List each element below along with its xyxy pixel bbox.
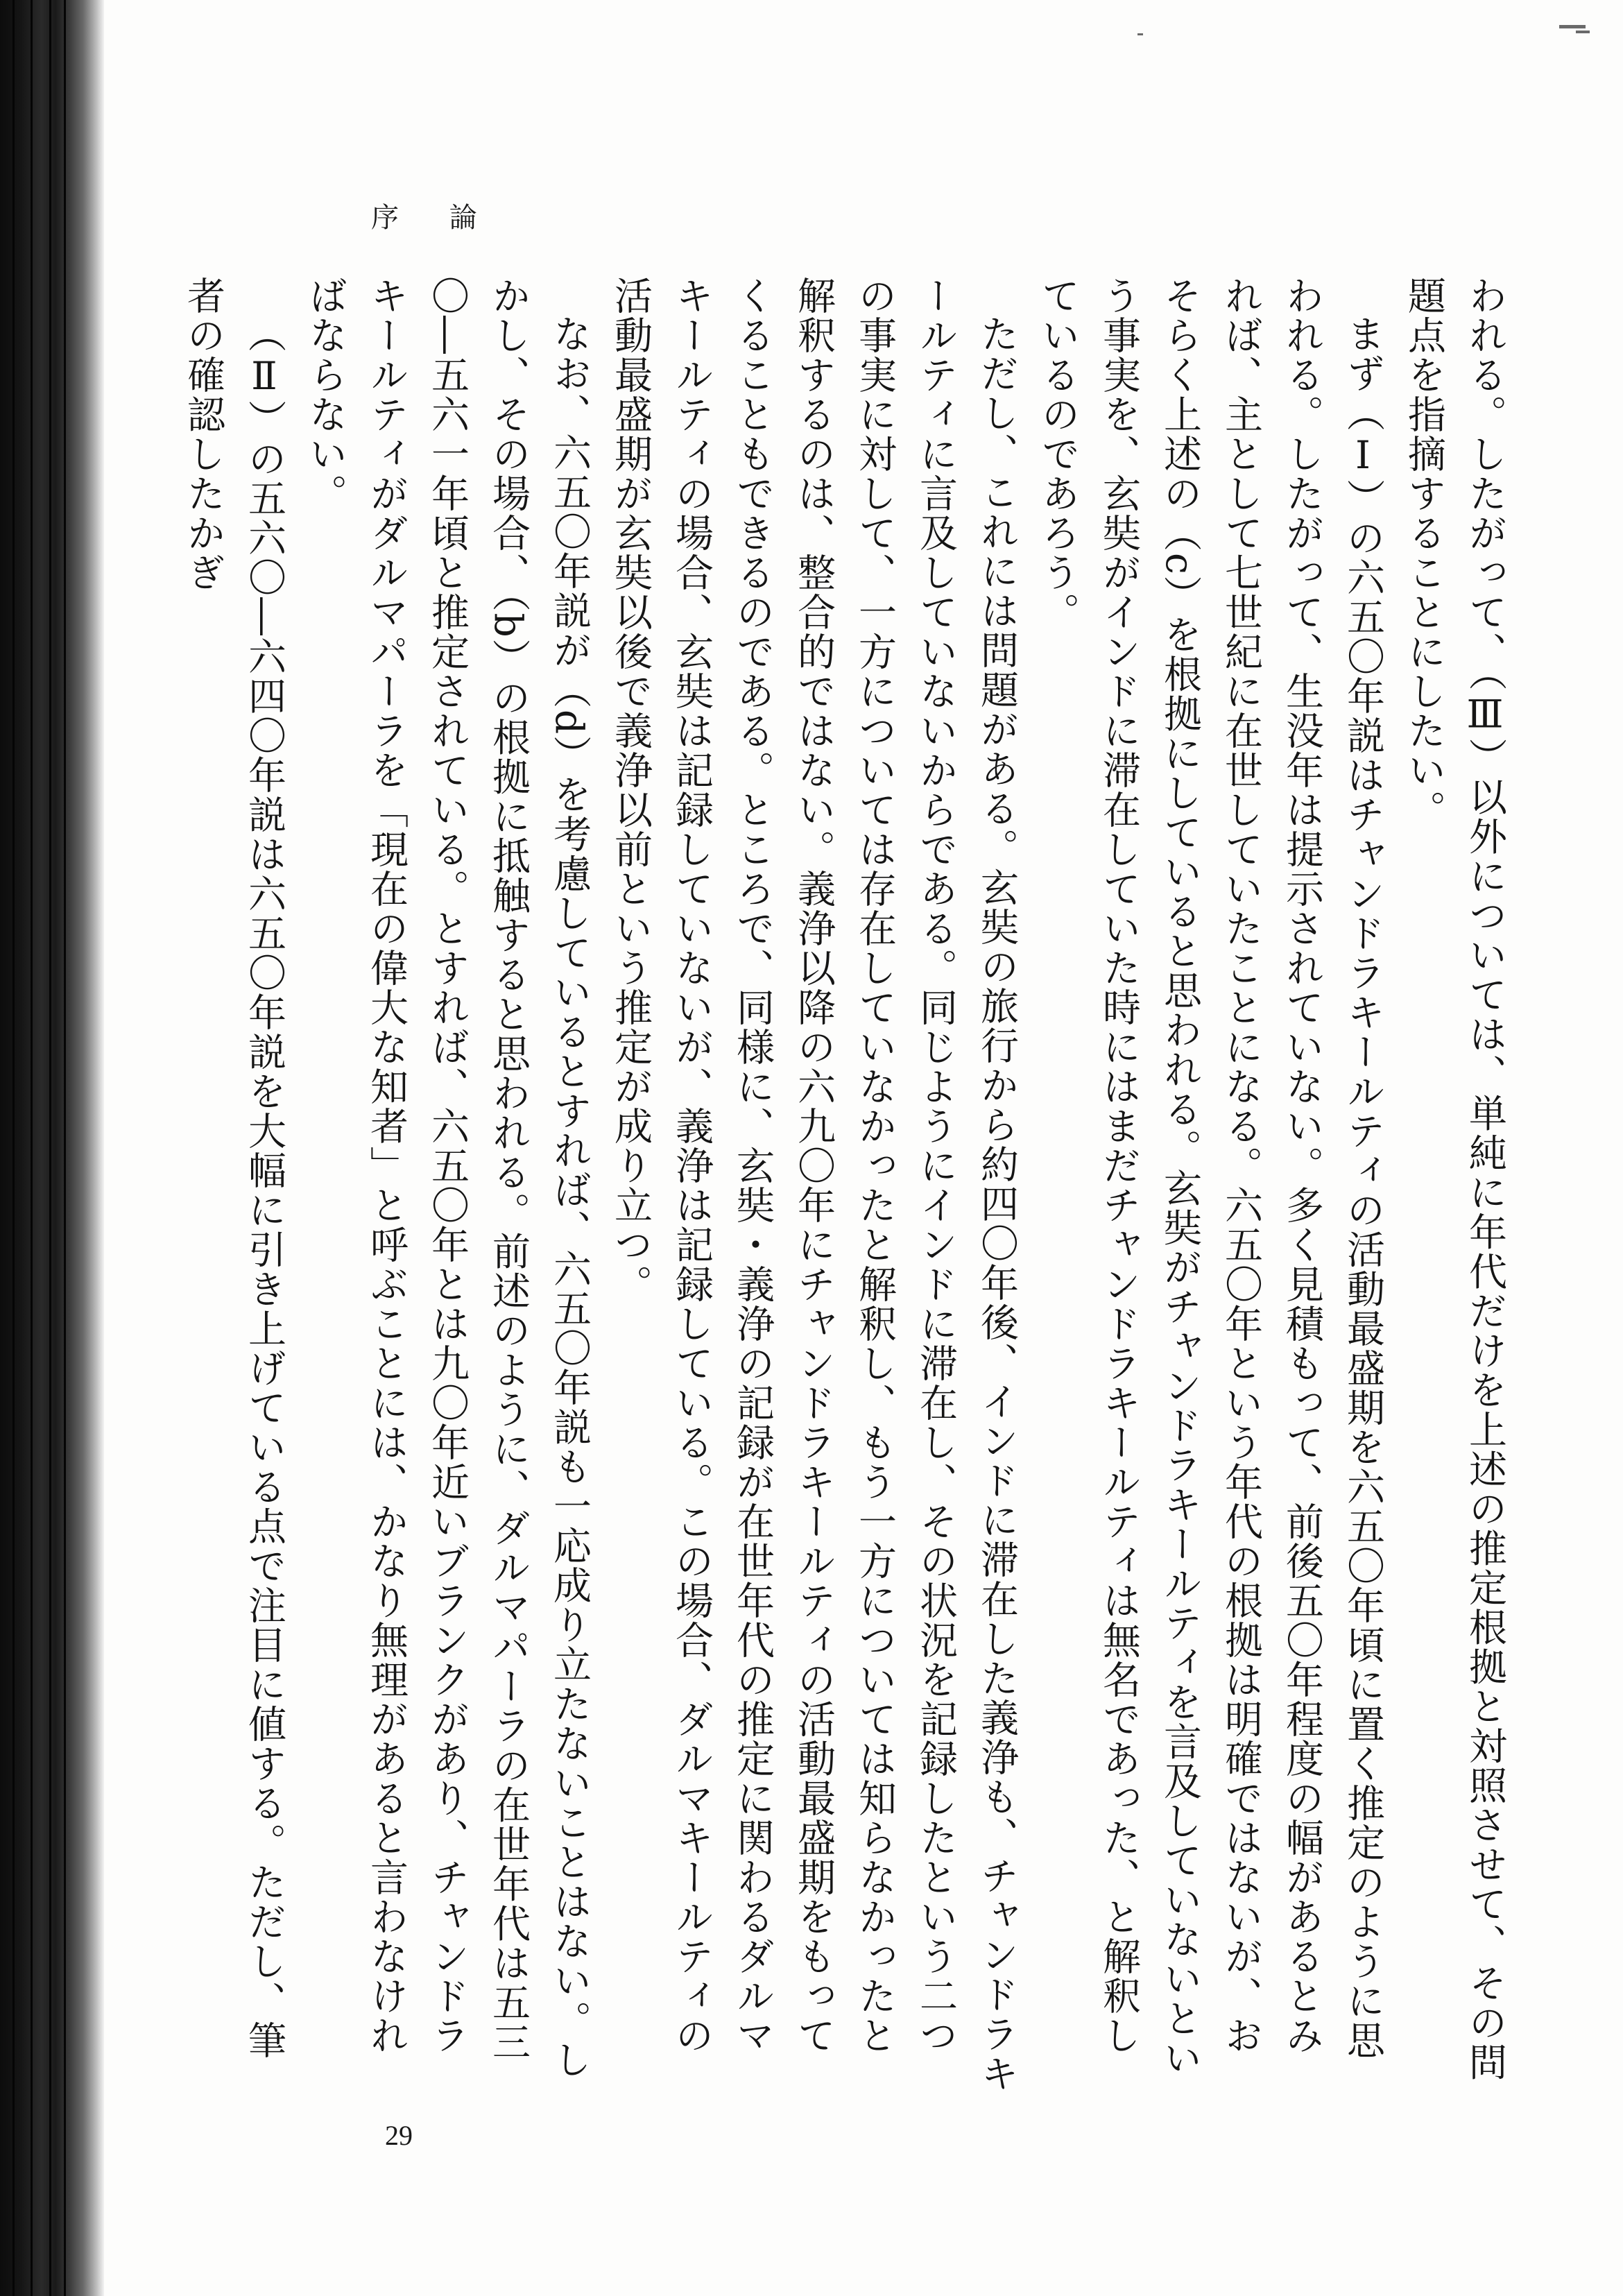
paragraph: まず（Ⅰ）の六五〇年説はチャンドラキールティの活動最盛期を六五〇年頃に置く推定のように思われる。したがって、生没年は提示されていない。多く見積もって、前後五〇年程度の幅があるとみれば、主として七世紀に在世していたことになる。六五〇年という年代の根拠は明確ではないが、おそらく上述の（c）を根拠にしていると思われる。玄奘がチャンドラキールティを言及していないという事実を、玄奘がインドに滞在していた時にはまだチャンドラキールティは無名であった、と解釈しているのであろう。	[1036, 276, 1385, 2078]
binding-line	[64, 0, 66, 2296]
paragraph: なお、六五〇年説が（d）を考慮しているとすれば、六五〇年説も一応成り立たないことはない。しかし、その場合、（b）の根拠に抵触すると思われる。前述のように、ダルマパーラの在世年代は五三〇―五六一年頃と推定されている。とすれば、六五〇年とは九〇年近いブランクがあり、チャンドラキールティがダルマパーラを「現在の偉大な知者」と呼ぶことには、かなり無理があると言わなければならない。	[303, 276, 592, 2080]
paragraph: われる。したがって、（Ⅲ）以外については、単純に年代だけを上述の推定根拠と対照させて、その問題点を指摘することにしたい。	[1402, 276, 1507, 2082]
binding-line	[31, 0, 33, 2296]
body-text	[173, 276, 1515, 2093]
binding-shadow	[0, 0, 104, 2296]
scan-speck	[1576, 31, 1590, 33]
paragraph: （Ⅱ）の五六〇―六四〇年説は六五〇年説を大幅に引き上げている点で注目に値する。ただし、筆者の確認したかぎ	[181, 276, 286, 2060]
binding-line	[49, 0, 51, 2296]
page-number: 29	[385, 2120, 413, 2151]
running-head: 序 論	[371, 202, 498, 234]
scan-speck	[1137, 33, 1143, 35]
binding-line	[12, 0, 15, 2296]
scan-speck	[1559, 25, 1586, 28]
paragraph: ただし、これには問題がある。玄奘の旅行から約四〇年後、インドに滞在した義浄も、チャンドラキールティに言及していないからである。同じようにインドに滞在し、その状況を記録したという二つの事実に対して、一方については存在していなかったと解釈し、もう一方については知らなかったと解釈するのは、整合的ではない。義浄以降の六九〇年にチャンドラキールティの活動最盛期をもってくることもできるのである。ところで、同様に、玄奘・義浄の記録が在世年代の推定に関わるダルマキールティの場合、玄奘は記録していないが、義浄は記録している。この場合、ダルマキールティの活動最盛期が玄奘以後で義浄以前という推定が成り立つ。	[608, 276, 1019, 2093]
